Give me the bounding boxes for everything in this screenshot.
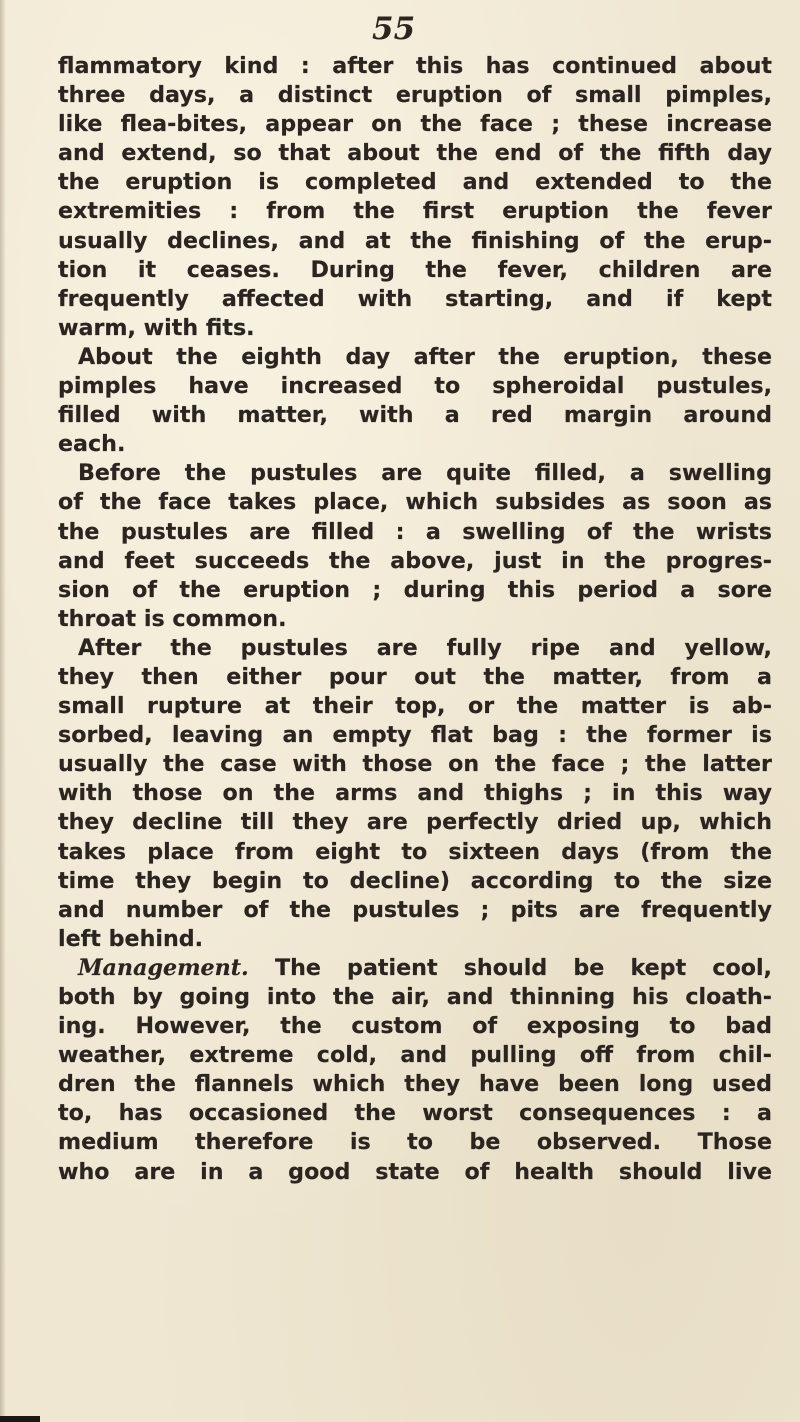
text-line: sion of the eruption ; during this period a sore xyxy=(58,576,772,603)
text-line: and extend, so that about the end of the fifth day xyxy=(58,140,772,167)
page-edge-shadow xyxy=(0,0,6,1422)
text-line: time they begin to decline) according to the size xyxy=(58,867,772,894)
text-line: dren the flannels which they have been long used xyxy=(58,1071,772,1098)
text-line: the pustules are filled : a swelling of the wrists xyxy=(58,518,772,545)
text-line: ing. However, the custom of exposing to bad xyxy=(58,1013,772,1040)
management-paragraph-first-line xyxy=(58,954,772,983)
text-line: warm, with fits. xyxy=(58,314,255,341)
text-line: takes place from eight to sixteen days (from the xyxy=(58,838,772,865)
text-line: left behind. xyxy=(58,925,204,952)
text-line: filled with matter, with a red margin around xyxy=(58,402,772,429)
text-line: medium therefore is to be observed. Those xyxy=(58,1129,772,1156)
text-line: throat is common. xyxy=(58,605,287,632)
text-line: to, has occasioned the worst consequences : a xyxy=(58,1100,772,1127)
text-line: The patient should be kept cool, xyxy=(274,954,772,981)
text-line: Before the pustules are quite filled, a swelling xyxy=(78,460,772,487)
text-line: flammatory kind : after this has continued about xyxy=(58,53,772,79)
text-line: About the eighth day after the eruption, these xyxy=(78,343,772,370)
scan-corner-mark xyxy=(0,1416,40,1422)
text-line: three days, a distinct eruption of small pimples, xyxy=(58,82,772,109)
text-line: with those on the arms and thighs ; in this way xyxy=(58,780,772,807)
text-line: they decline till they are perfectly dried up, which xyxy=(58,809,772,836)
text-line: usually declines, and at the finishing of the erup- xyxy=(58,227,772,254)
text-line: sorbed, leaving an empty flat bag : the former is xyxy=(58,722,772,749)
text-line: frequently affected with starting, and if kept xyxy=(58,285,772,312)
text-line: small rupture at their top, or the matter is ab- xyxy=(58,693,772,720)
text-line: pimples have increased to spheroidal pustules, xyxy=(58,373,772,400)
text-line: they then either pour out the matter, from a xyxy=(58,663,772,690)
text-line: like flea-bites, appear on the face ; these increase xyxy=(58,111,772,138)
text-line: both by going into the air, and thinning his cloath- xyxy=(58,984,772,1010)
text-line: who are in a good state of health should live xyxy=(58,1158,772,1185)
text-line: each. xyxy=(58,431,126,458)
text-line: tion it ceases. During the fever, children are xyxy=(58,256,772,283)
management-heading: Management. xyxy=(78,954,249,981)
text-line: and feet succeeds the above, just in the progres- xyxy=(58,547,772,574)
page-number: 55 xyxy=(372,11,416,47)
text-line: and number of the pustules ; pits are frequently xyxy=(58,896,772,923)
text-line: After the pustules are fully ripe and yellow, xyxy=(78,634,772,661)
text-line: weather, extreme cold, and pulling off from chil- xyxy=(58,1042,772,1069)
text-line: the eruption is completed and extended to the xyxy=(58,169,772,196)
page-body-text xyxy=(58,52,772,1187)
text-line: of the face takes place, which subsides as soon as xyxy=(58,489,772,516)
text-line: usually the case with those on the face ; the latter xyxy=(58,751,772,778)
text-line: extremities : from the first eruption the fever xyxy=(58,198,772,225)
